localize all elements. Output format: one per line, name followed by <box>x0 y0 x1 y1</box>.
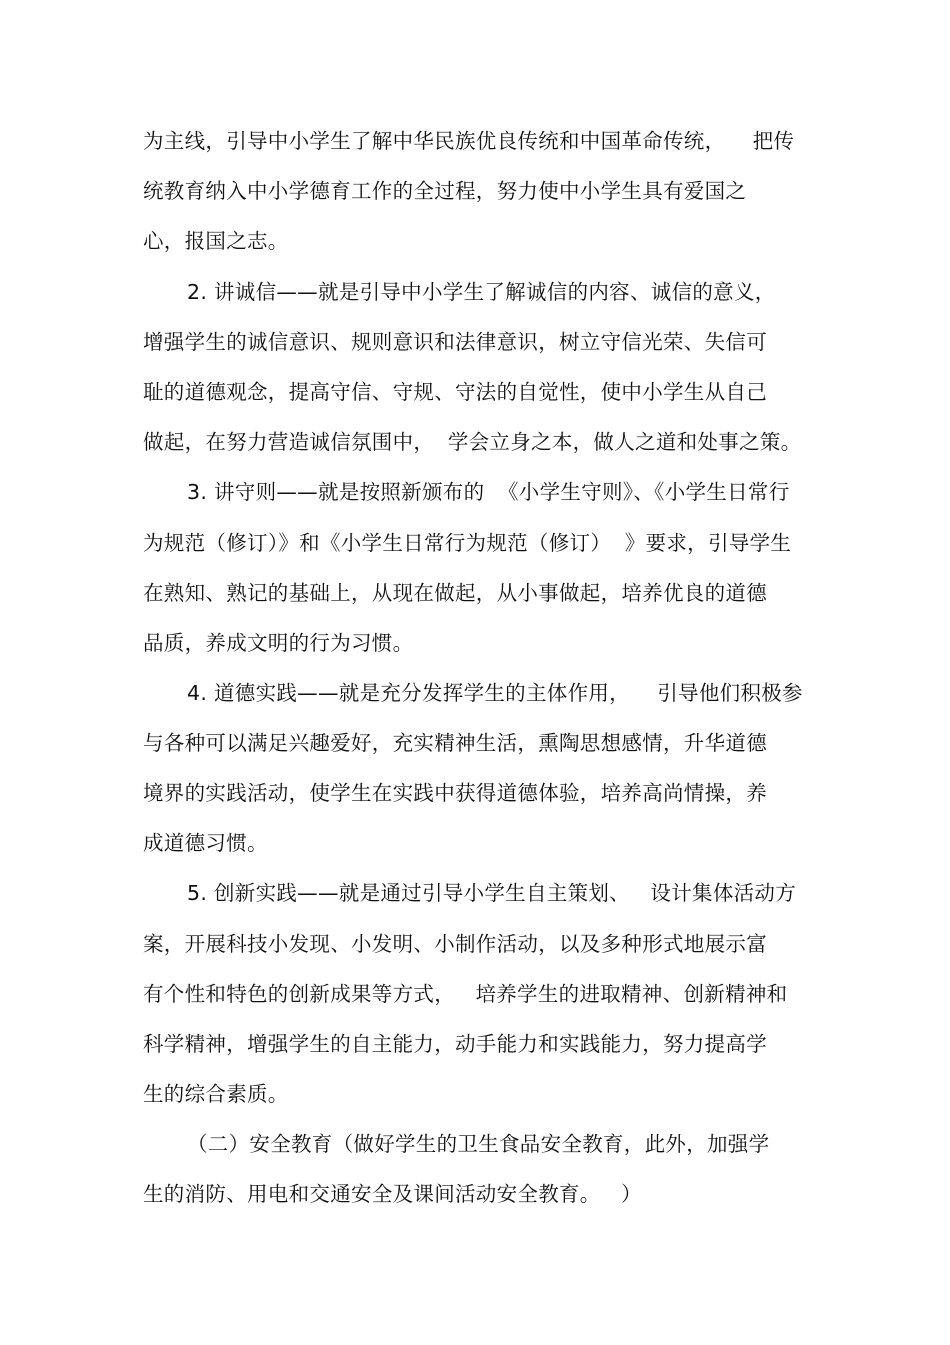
text-line-14: 境界的实践活动，使学生在实践中获得道德体验，培养高尚情操，养 <box>143 781 767 805</box>
text-line-12: 4. 道德实践——就是充分发挥学生的主体作用， 引导他们积极参 <box>187 681 803 705</box>
text-line-5: 增强学生的诚信意识、规则意识和法律意识，树立守信光荣、失信可 <box>143 330 767 354</box>
text-line-9: 为规范（修订）》和《小学生日常行为规范（修订） 》要求，引导学生 <box>143 531 792 555</box>
text-line-19: 科学精神，增强学生的自主能力，动手能力和实践能力，努力提高学 <box>143 1032 767 1056</box>
text-line-21: （二）安全教育（做好学生的卫生食品安全教育，此外，加强学 <box>187 1132 770 1156</box>
text-line-20: 生的综合素质。 <box>143 1082 289 1106</box>
text-line-11: 品质，养成文明的行为习惯。 <box>143 631 414 655</box>
text-line-22: 生的消防、用电和交通安全及课间活动安全教育。 ） <box>143 1182 642 1206</box>
text-line-4: 2. 讲诚信——就是引导中小学生了解诚信的内容、诚信的意义， <box>187 280 776 304</box>
text-line-10: 在熟知、熟记的基础上，从现在做起，从小事做起，培养优良的道德 <box>143 581 767 605</box>
text-line-18: 有个性和特色的创新成果等方式， 培养学生的进取精神、创新精神和 <box>143 982 788 1006</box>
text-line-8: 3. 讲守则——就是按照新颁布的 《小学生守则》、《小学生日常行 <box>187 480 790 504</box>
text-line-7: 做起，在努力营造诚信氛围中， 学会立身之本，做人之道和处事之策。 <box>143 430 802 454</box>
text-line-2: 统教育纳入中小学德育工作的全过程，努力使中小学生具有爱国之 <box>143 179 747 203</box>
text-line-17: 案，开展科技小发现、小发明、小制作活动，以及多种形式地展示富 <box>143 932 767 956</box>
text-line-1: 为主线，引导中小学生了解中华民族优良传统和中国革命传统， 把传 <box>143 129 795 153</box>
text-line-3: 心，报国之志。 <box>143 229 289 253</box>
text-line-6: 耻的道德观念，提高守信、守规、守法的自觉性，使中小学生从自己 <box>143 380 767 404</box>
text-line-13: 与各种可以满足兴趣爱好，充实精神生活，熏陶思想感情，升华道德 <box>143 731 767 755</box>
text-line-16: 5. 创新实践——就是通过引导小学生自主策划、 设计集体活动方 <box>187 881 797 905</box>
text-line-15: 成道德习惯。 <box>143 831 268 855</box>
